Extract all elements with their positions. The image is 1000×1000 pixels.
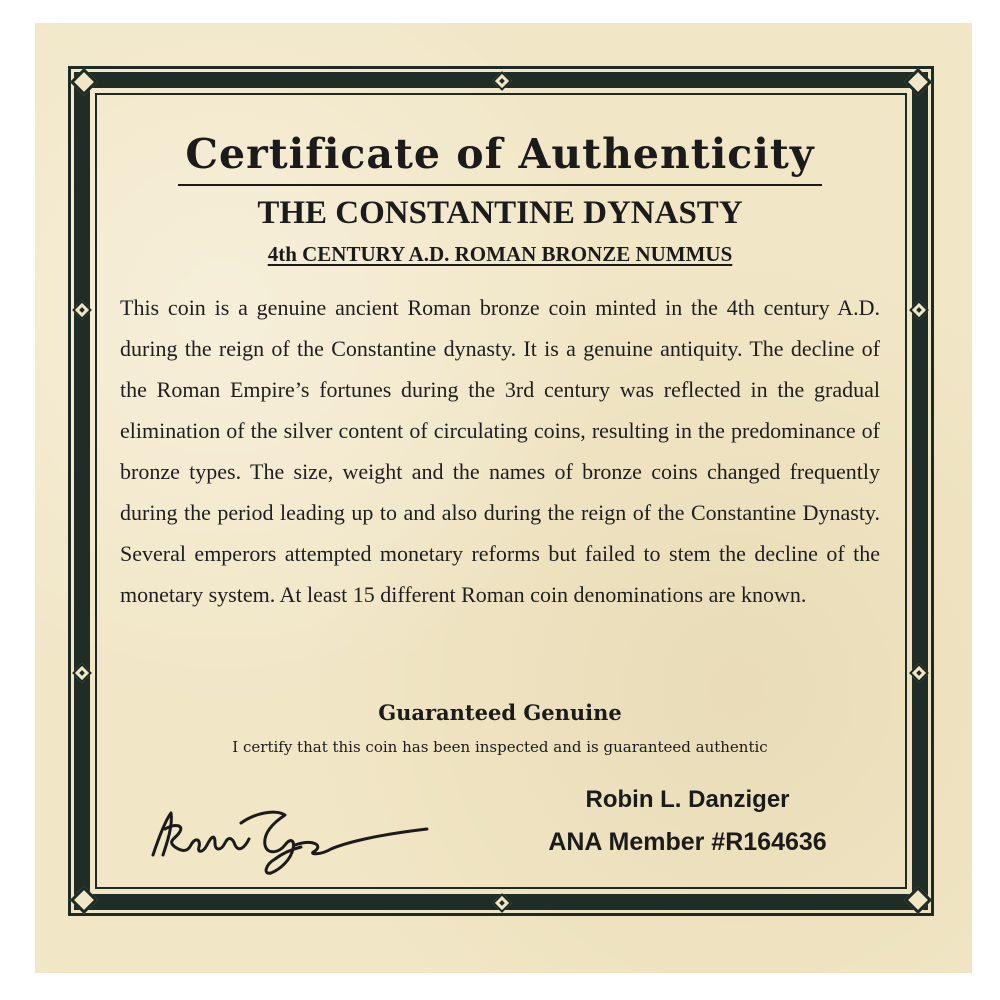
title-underline xyxy=(178,184,822,186)
guarantee-heading: Guaranteed Genuine xyxy=(378,700,622,725)
certify-statement: I certify that this coin has been inspected and is guaranteed authentic xyxy=(232,738,768,756)
signer-membership: ANA Member #R164636 xyxy=(548,828,827,856)
dynasty-subtitle: THE CONSTANTINE DYNASTY xyxy=(257,195,743,231)
certificate-title: Certificate of Authenticity xyxy=(185,130,815,178)
handwritten-signature xyxy=(145,793,435,878)
signer-name: Robin L. Danziger xyxy=(585,786,790,813)
coin-description: 4th CENTURY A.D. ROMAN BRONZE NUMMUS xyxy=(267,242,733,266)
certificate-body-text: This coin is a genuine ancient Roman bronze coin minted in the 4th century A.D. during the reign of the Constantine dynasty. It is a genuine antiquity. The decline of the Roman Empire’s fortunes during the 3rd century was reflected in the gradual elimination of the silver content of circulating coins, resulting in the predominance of bronze types. The size, weight and the names of bronze coins changed frequently during the period leading up to and also during the reign of the Constantine Dynasty. Several emperors attempted monetary reforms but failed to stem the decline of the monetary system. At least 15 different Roman coin denominations are known. xyxy=(120,295,880,607)
